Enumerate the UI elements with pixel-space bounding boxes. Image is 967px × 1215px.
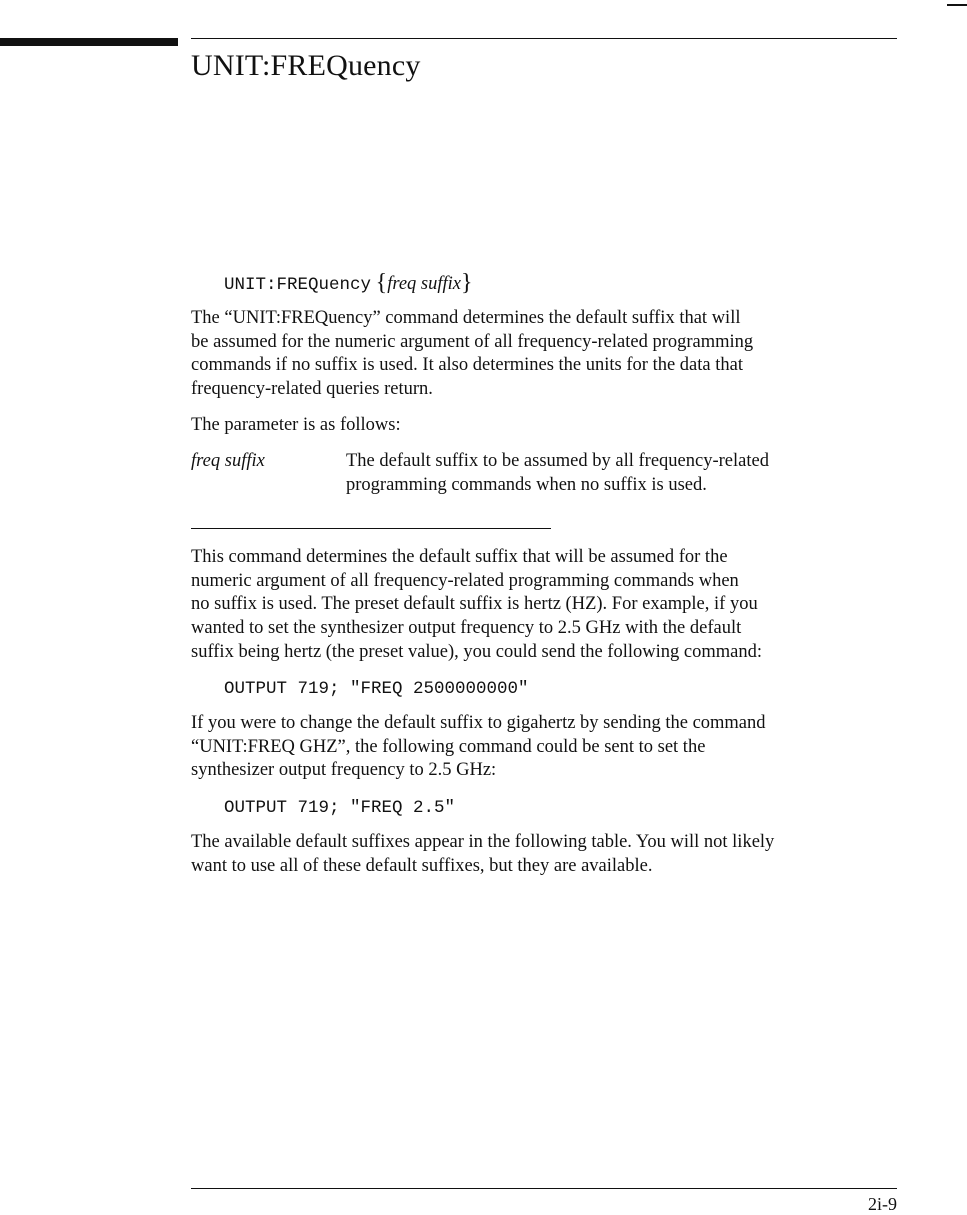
code-example-1: OUTPUT 719; "FREQ 2500000000": [224, 679, 529, 699]
details-line: The available default suffixes appear in the following table. You will not likely: [191, 832, 775, 852]
details-paragraph-1: [191, 546, 903, 665]
details-line: want to use all of these default suffixes, but they are available.: [191, 855, 653, 876]
description-paragraph: [191, 307, 903, 402]
syntax-param: freq suffix: [387, 274, 462, 294]
details-line: “UNIT:FREQ GHZ”, the following command could be sent to set the: [191, 736, 706, 757]
footer-rule: [191, 1188, 897, 1189]
syntax-command: UNIT:FREQuency: [224, 275, 372, 295]
syntax-open-brace: {: [375, 270, 388, 296]
details-paragraph-3: [191, 831, 903, 878]
parameter-intro: The parameter is as follows:: [191, 415, 401, 435]
description-line: commands if no suffix is used. It also determines the units for the data that: [191, 355, 743, 376]
details-line: synthesizer output frequency to 2.5 GHz:: [191, 760, 497, 781]
syntax-close-brace: }: [461, 270, 473, 296]
details-line: If you were to change the default suffix to gigahertz by sending the command: [191, 713, 766, 733]
details-line: wanted to set the synthesizer output frequency to 2.5 GHz with the default: [191, 618, 742, 639]
command-syntax: [224, 270, 473, 298]
parameter-description-line: The default suffix to be assumed by all frequency-related: [346, 451, 769, 471]
description-line: frequency-related queries return.: [191, 379, 433, 400]
description-line: be assumed for the numeric argument of all frequency-related programming: [191, 331, 754, 352]
details-line: numeric argument of all frequency-related programming commands when: [191, 570, 739, 591]
section-marker-bar: [0, 38, 178, 46]
code-example-2: OUTPUT 719; "FREQ 2.5": [224, 798, 456, 818]
parameter-description: [346, 450, 886, 497]
corner-mark: [947, 4, 967, 6]
title-rule: [191, 38, 897, 39]
details-line: This command determines the default suffix that will be assumed for the: [191, 547, 728, 567]
parameter-name: freq suffix: [191, 451, 265, 471]
details-line: suffix being hertz (the preset value), you could send the following command:: [191, 641, 762, 662]
page-number: 2i-9: [868, 1194, 897, 1214]
details-paragraph-2: [191, 712, 903, 783]
section-rule: [191, 528, 551, 529]
details-line: no suffix is used. The preset default suffix is hertz (HZ). For example, if you: [191, 594, 758, 615]
parameter-description-line: programming commands when no suffix is used.: [346, 474, 707, 495]
description-line: The “UNIT:FREQuency” command determines the default suffix that will: [191, 308, 741, 328]
page-title: UNIT:FREQuency: [191, 49, 421, 82]
